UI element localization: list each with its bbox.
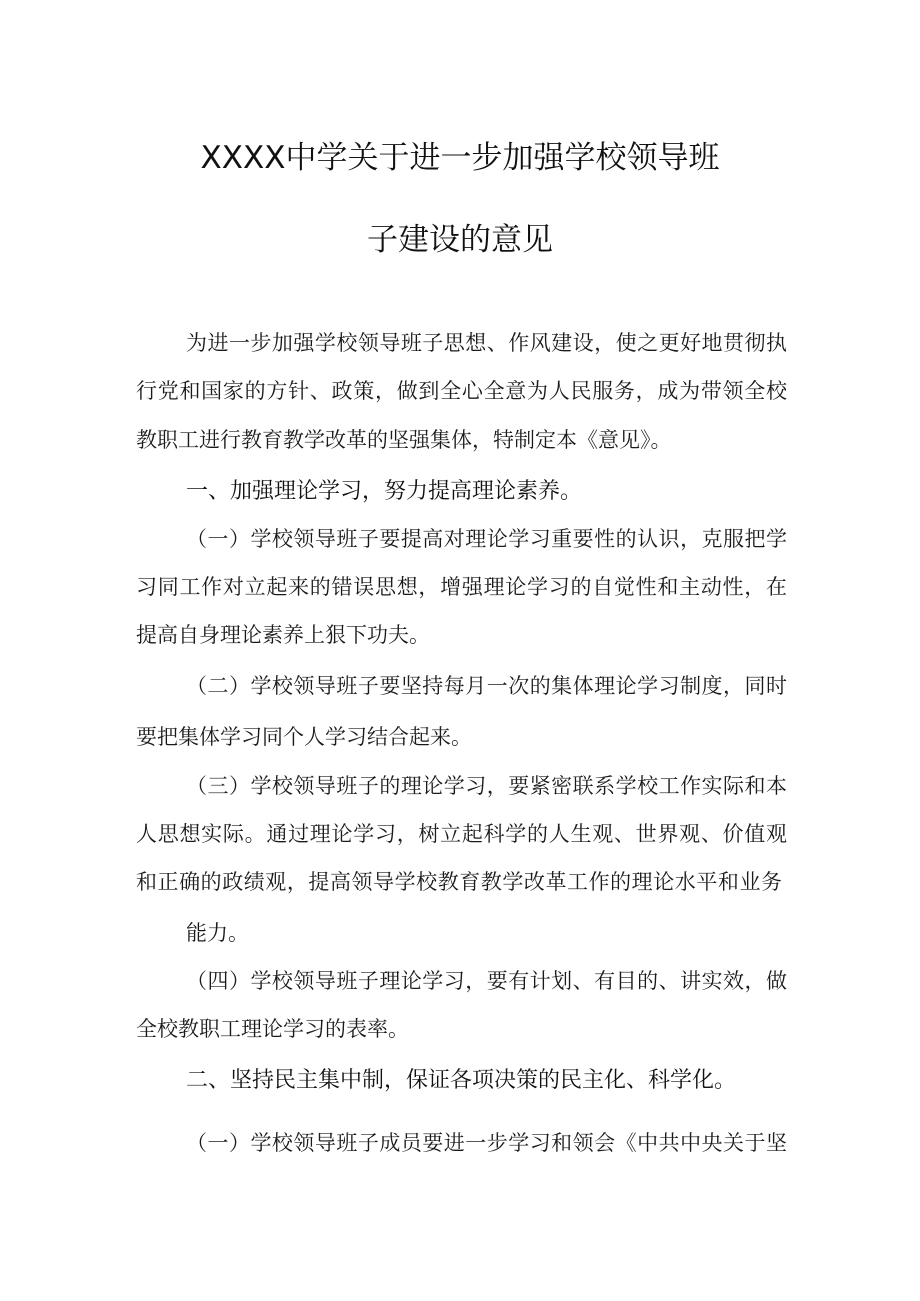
section-1-item-4-line-1: （四）学校领导班子理论学习，要有计划、有目的、讲实效，做: [186, 969, 787, 993]
section-1-item-3-line-4: 能力。: [186, 921, 249, 945]
document-title-line-1: XXXX中学关于进一步加强学校领导班: [200, 140, 720, 176]
document-title-line-2: 子建设的意见: [367, 222, 553, 258]
section-1-item-3-line-1: （三）学校领导班子的理论学习，要紧密联系学校工作实际和本: [186, 774, 787, 798]
section-1-item-1-line-2: 习同工作对立起来的错误思想，增强理论学习的自觉性和主动性，在: [136, 575, 787, 599]
intro-line-1: 为进一步加强学校领导班子思想、作风建设，使之更好地贯彻执: [186, 331, 787, 355]
section-1-item-3-line-2: 人思想实际。通过理论学习，树立起科学的人生观、世界观、价值观: [136, 822, 787, 846]
section-1-item-2-line-1: （二）学校领导班子要坚持每月一次的集体理论学习制度，同时: [186, 674, 787, 698]
intro-line-3: 教职工进行教育教学改革的坚强集体，特制定本《意见》。: [136, 428, 672, 452]
section-1-item-1-line-1: （一）学校领导班子要提高对理论学习重要性的认识，克服把学: [186, 527, 787, 551]
section-1-item-4-line-2: 全校教职工理论学习的表率。: [136, 1017, 409, 1041]
section-2-heading: 二、坚持民主集中制，保证各项决策的民主化、科学化。: [186, 1068, 737, 1093]
section-2-item-1-line-1: （一）学校领导班子成员要进一步学习和领会《中共中央关于坚: [186, 1131, 787, 1155]
section-1-item-2-line-2: 要把集体学习同个人学习结合起来。: [136, 725, 472, 749]
section-1-item-3-line-3: 和正确的政绩观，提高领导学校教育教学改革工作的理论水平和业务: [136, 870, 782, 894]
section-1-item-1-line-3: 提高自身理论素养上狠下功夫。: [136, 623, 430, 647]
intro-line-2: 行党和国家的方针、政策，做到全心全意为人民服务，成为带领全校: [136, 379, 787, 403]
section-1-heading: 一、加强理论学习，努力提高理论素养。: [186, 479, 583, 504]
